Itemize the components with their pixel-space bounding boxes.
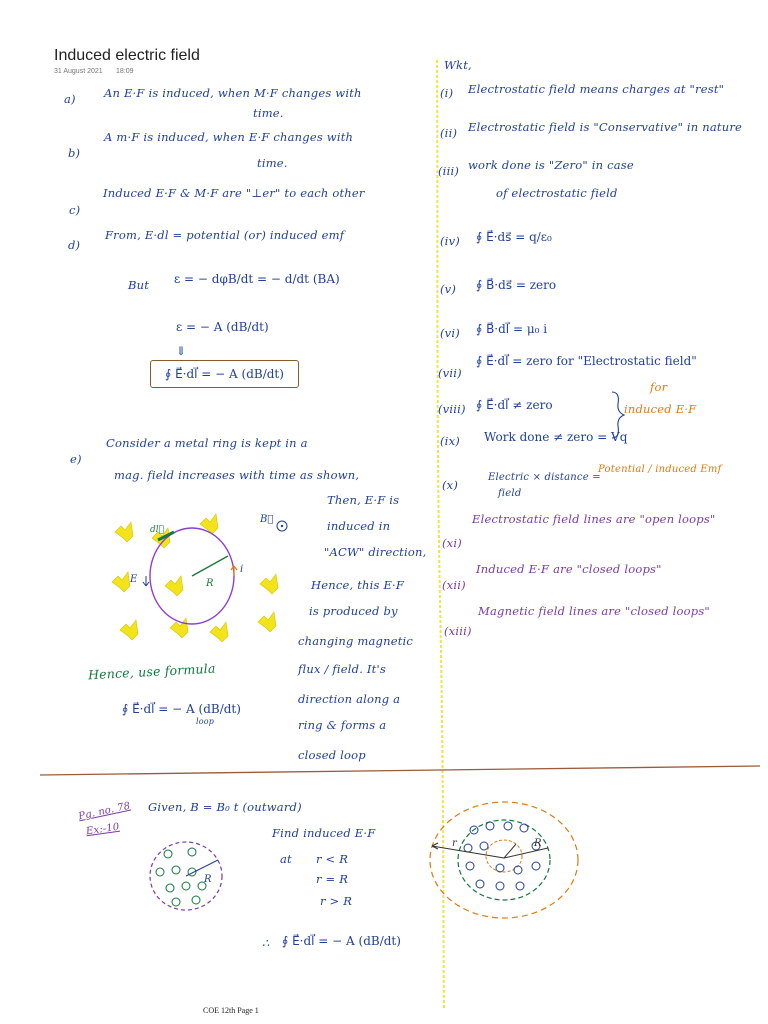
page-reference: Pg. no. 78	[77, 800, 132, 823]
explanation-line: Hence, this E·F	[311, 578, 405, 592]
ring-diagram	[110, 510, 310, 670]
fact-text: work done is "Zero" in case	[468, 158, 634, 172]
explanation-line: closed loop	[298, 748, 366, 762]
example-reference: Ex:-10	[85, 821, 121, 838]
explanation-line: ring & forms a	[298, 718, 387, 732]
fact-number: (xi)	[442, 536, 462, 550]
page-title: Induced electric field	[54, 47, 200, 64]
field-mark	[258, 612, 276, 632]
emf-equation-2: ε = − A (dB/dt)	[176, 320, 269, 334]
radius-arrow	[192, 556, 228, 576]
fact-number: (i)	[440, 86, 454, 100]
b-field-label: B⃗	[260, 514, 274, 525]
left-field-diagram	[146, 838, 236, 918]
horizontal-divider	[40, 766, 760, 775]
radius-label: R	[534, 838, 542, 849]
formula-equation: ∮ E⃗·dl⃗ = − A (dB/dt)	[122, 702, 241, 716]
field-mark	[200, 514, 218, 534]
fact-text: field	[498, 488, 522, 499]
fact-text: Electrostatic field is "Conservative" in nature	[468, 120, 743, 134]
fact-number: (vi)	[440, 326, 460, 340]
e-label: E	[130, 574, 138, 585]
explanation-line: is produced by	[309, 604, 398, 618]
item-e-line1: Consider a metal ring is kept in a	[106, 436, 308, 450]
fact-number: (viii)	[438, 402, 466, 416]
field-mark	[112, 572, 130, 592]
fact-equation: ∮ E⃗·dl⃗ ≠ zero	[476, 398, 553, 412]
radius-label: R	[204, 874, 212, 885]
boxed-equation: ∮ E⃗·dl⃗ = − A (dB/dt)	[150, 360, 299, 388]
therefore-symbol: ∴	[262, 936, 270, 950]
fact-equation: ∮ E⃗·dl⃗ = zero for "Electrostatic field"	[476, 354, 697, 368]
bottom-equation: ∮ E⃗·dl⃗ = − A (dB/dt)	[282, 934, 401, 948]
hence-use-formula: Hence, use formula	[87, 660, 216, 683]
item-b-label: b)	[68, 146, 81, 160]
explanation-line: changing magnetic	[298, 634, 414, 648]
fact-text: of electrostatic field	[496, 186, 618, 200]
item-c-label: c)	[69, 203, 81, 217]
item-a-line2: time.	[253, 106, 284, 120]
i-label: i	[240, 564, 244, 575]
dl-label: dl⃗	[150, 525, 165, 535]
find-label: Find induced E·F	[272, 826, 376, 840]
field-mark	[170, 618, 188, 638]
fact-number: (vii)	[438, 366, 462, 380]
wkt-label: Wkt,	[444, 58, 472, 72]
fact-text: Electrostatic field lines are "open loops"	[472, 512, 716, 526]
fact-number: (x)	[442, 478, 459, 492]
case-item: r < R	[316, 852, 349, 866]
fact-text: Induced E·F are "closed loops"	[476, 562, 662, 576]
fact-equation: ∮ B⃗·ds⃗ = zero	[476, 278, 557, 292]
page-time: 18:09	[116, 68, 134, 75]
field-mark	[165, 576, 183, 596]
page-date: 31 August 2021	[54, 68, 103, 75]
right-field-diagram	[424, 796, 584, 926]
fact-text: Magnetic field lines are "closed loops"	[478, 604, 710, 618]
field-mark	[115, 522, 133, 542]
fact-equation: ∮ B⃗·dl⃗ = μ₀ i	[476, 322, 548, 336]
explanation-line: Then, E·F is	[327, 493, 400, 507]
induced-ef-label: induced E·F	[624, 402, 697, 416]
fact-number: (v)	[440, 282, 457, 296]
item-d-label: d)	[68, 238, 81, 252]
fact-text: Electric × distance =	[488, 472, 601, 483]
item-a-label: a)	[64, 92, 76, 106]
distance-label: r	[452, 838, 457, 849]
but-label: But	[128, 278, 150, 292]
fact-equation: Work done ≠ zero = Vq	[484, 430, 628, 444]
case-item: r = R	[316, 872, 349, 886]
for-label: for	[650, 380, 668, 394]
item-b-line2: time.	[257, 156, 288, 170]
explanation-line: direction along a	[298, 692, 401, 706]
fact-text: Electrostatic field means charges at "rest"	[468, 82, 725, 96]
item-d-line: From, E·dl = potential (or) induced emf	[105, 228, 345, 242]
emf-equation-1: ε = − dφB/dt = − d/dt (BA)	[174, 272, 340, 286]
item-a-line1: An E·F is induced, when M·F changes with	[104, 86, 362, 100]
r-label: R	[206, 578, 214, 589]
page-footer: COE 12th Page 1	[203, 1006, 259, 1015]
item-e-label: e)	[70, 452, 82, 466]
fact-number: (iv)	[440, 234, 460, 248]
implies-arrow: ⇓	[176, 344, 187, 358]
field-mark	[120, 620, 138, 640]
explanation-line: flux / field. It's	[298, 662, 386, 676]
fact-number: (xiii)	[444, 624, 472, 638]
loop-subscript: loop	[196, 717, 215, 726]
fact-number: (iii)	[438, 164, 460, 178]
field-mark	[260, 574, 278, 594]
item-b-line1: A m·F is induced, when E·F changes with	[104, 130, 354, 144]
fact-result: Potential / induced Emf	[598, 464, 722, 475]
fact-number: (ii)	[440, 126, 458, 140]
fact-number: (xii)	[442, 578, 466, 592]
case-item: r > R	[320, 894, 353, 908]
item-c-line: Induced E·F & M·F are "⊥er" to each other	[103, 186, 365, 200]
explanation-line: "ACW" direction,	[324, 545, 427, 559]
fact-equation: ∮ E⃗·ds⃗ = q/ε₀	[476, 230, 552, 244]
field-mark	[210, 622, 228, 642]
fact-number: (ix)	[440, 434, 460, 448]
explanation-line: induced in	[327, 519, 391, 533]
at-label: at	[280, 852, 292, 866]
item-e-line2: mag. field increases with time as shown,	[114, 468, 360, 482]
given-statement: Given, B = B₀ t (outward)	[148, 800, 302, 814]
